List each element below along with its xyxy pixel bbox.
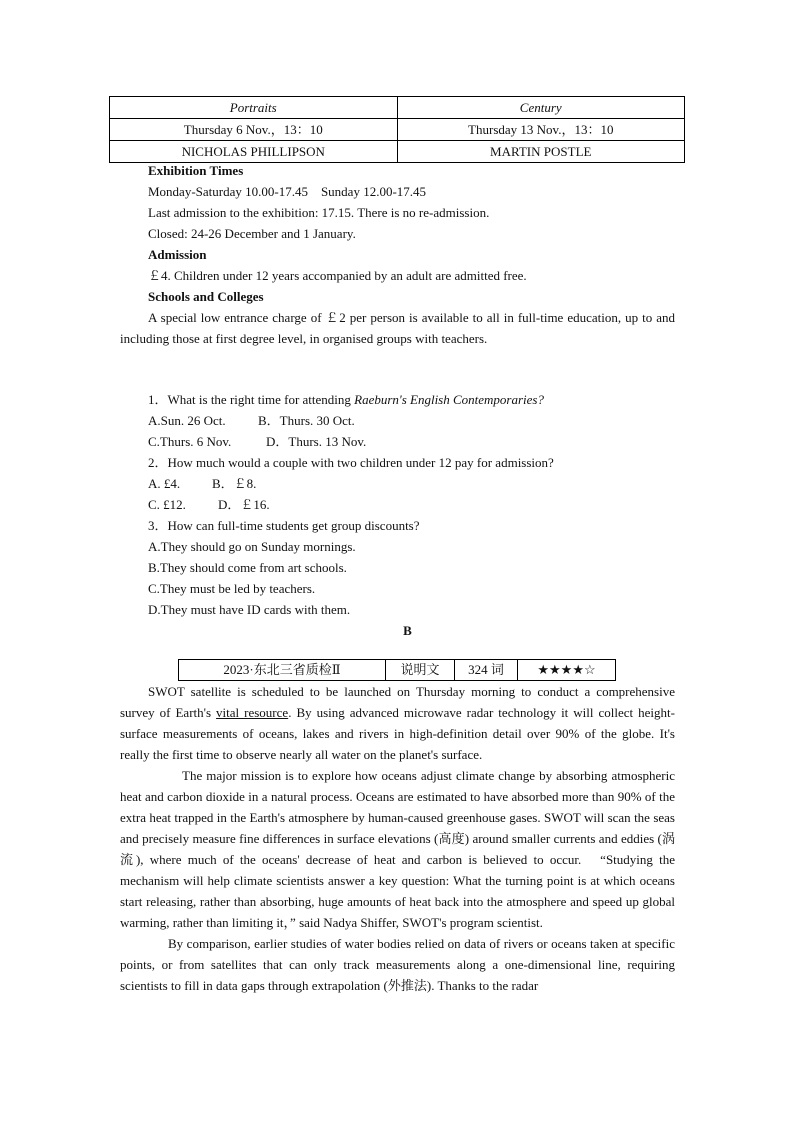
schools-text: A special low entrance charge of ￡2 per person is available to all in full-time education, up to and including those at first degree level, in organised groups with teachers.	[120, 310, 675, 346]
lecture-speaker: MARTIN POSTLE	[397, 141, 685, 163]
paragraph-text: . By using advanced microwave radar technology it will collect height-surface measurements of oceans, lakes and rivers in high-definition detail over 90% of the globe. It's really the first time to observe nearly all water on the planet's surface.	[120, 705, 675, 762]
option: C. £12.	[148, 497, 186, 512]
option: A.Sun. 26 Oct.	[148, 413, 226, 428]
lecture-row-dates	[110, 119, 685, 141]
lecture-title: Century	[397, 97, 685, 119]
passage-difficulty-rating: ★★★★☆	[518, 660, 616, 681]
question-text: 1．What is the right time for attending	[148, 392, 355, 407]
exhibition-closed: Closed: 24-26 December and 1 January.	[148, 226, 356, 241]
admission-heading: Admission	[148, 247, 207, 262]
lecture-speaker: NICHOLAS PHILLIPSON	[110, 141, 398, 163]
schools-heading: Schools and Colleges	[148, 289, 264, 304]
option: D．Thurs. 13 Nov.	[266, 434, 367, 449]
passage-paragraph-3: By comparison, earlier studies of water bodies relied on data of rivers or oceans taken at specific points, or from satellites that can only track measurements along a one-dimensional line, requiring scientists to fill in data gaps through extrapolation (外推法). Thanks to the radar	[120, 936, 675, 993]
section-b-label: B	[403, 623, 412, 638]
lecture-table	[109, 96, 685, 163]
question-stem: 2．How much would a couple with two children under 12 pay for admission?	[148, 455, 554, 470]
passage-tag-table	[178, 659, 616, 681]
option: C.They must be led by teachers.	[148, 581, 316, 596]
exhibition-info	[120, 160, 675, 349]
lecture-row-titles	[110, 97, 685, 119]
question-italic-title: Raeburn's English Contemporaries?	[354, 392, 544, 407]
lecture-title: Portraits	[110, 97, 398, 119]
option: B．Thurs. 30 Oct.	[258, 413, 355, 428]
passage-paragraph-1	[120, 681, 675, 765]
exhibition-heading: Exhibition Times	[148, 163, 244, 178]
passage-source: 2023·东北三省质检Ⅱ	[179, 660, 386, 681]
paragraph-text: SWOT satellite is scheduled to be launched on Thursday morning to conduct a comprehensive survey of Earth's	[120, 684, 675, 720]
question-options	[120, 494, 675, 515]
lecture-date: Thursday 13 Nov.，13：10	[397, 119, 685, 141]
option: B．￡8.	[212, 476, 257, 491]
questions-section	[120, 389, 675, 641]
passage-word-count: 324 词	[455, 660, 518, 681]
option: B.They should come from art schools.	[148, 560, 347, 575]
exhibition-hours: Monday-Saturday 10.00-17.45 Sunday 12.00-17.45	[148, 184, 427, 199]
question-stem: 3．How can full-time students get group discounts?	[148, 518, 420, 533]
passage-paragraph-2: The major mission is to explore how oceans adjust climate change by absorbing atmospheric heat and carbon dioxide in a natural process. Oceans are estimated to have absorbed more than 90% of the extra heat trapped in the Earth's atmosphere by human-caused greenhouse gases. SWOT will scan the seas and precisely measure fine differences in surface elevations (高度) around smaller currents and eddies (涡流), where much of the oceans' decrease of heat and carbon is believed to occur. “Studying the mechanism will help climate scientists answer a key question: What the turning point is at which oceans start releasing, rather than absorbing, huge amounts of heat back into the atmosphere and speed up global warming, rather than limiting it，” said Nadya Shiffer, SWOT's program scientist.	[120, 768, 675, 930]
question-options	[120, 431, 675, 452]
question-options	[120, 473, 675, 494]
passage-b	[120, 681, 675, 996]
option: A. £4.	[148, 476, 181, 491]
question-options	[120, 410, 675, 431]
option: A.They should go on Sunday mornings.	[148, 539, 356, 554]
option: D．￡16.	[218, 497, 270, 512]
option: C.Thurs. 6 Nov.	[148, 434, 232, 449]
underlined-phrase: vital resource	[216, 705, 289, 720]
lecture-date: Thursday 6 Nov.，13：10	[110, 119, 398, 141]
exhibition-last-admission: Last admission to the exhibition: 17.15. There is no re-admission.	[148, 205, 490, 220]
passage-genre: 说明文	[386, 660, 455, 681]
admission-text: ￡4. Children under 12 years accompanied by an adult are admitted free.	[148, 268, 527, 283]
question-stem	[120, 389, 675, 410]
option: D.They must have ID cards with them.	[148, 602, 351, 617]
